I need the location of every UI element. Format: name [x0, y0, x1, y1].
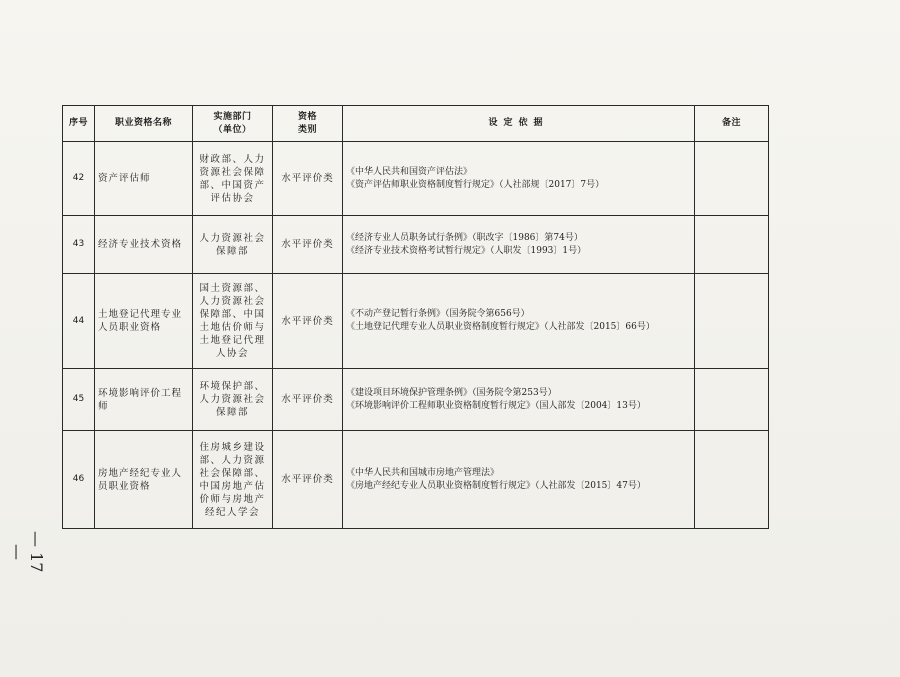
cell-type: 水平评价类 [273, 216, 343, 274]
basis-line: 《不动产登记暂行条例》（国务院令第656号） [346, 309, 530, 319]
cell-dept: 财政部、人力资源社会保障部、中国资产评估协会 [193, 142, 273, 216]
cell-basis [343, 431, 695, 529]
cell-no: 43 [63, 216, 95, 274]
page-number: — 17 — [8, 531, 46, 573]
table-row [63, 431, 769, 529]
cell-type: 水平评价类 [273, 142, 343, 216]
header-type [273, 106, 343, 142]
header-dept [193, 106, 273, 142]
cell-basis [343, 274, 695, 369]
basis-line: 《经济专业技术资格考试暂行规定》（人职发〔1993〕1号） [346, 245, 587, 256]
cell-note [695, 369, 769, 431]
basis-line: 《资产评估师职业资格制度暂行规定》（人社部规〔2017〕7号） [346, 179, 605, 190]
cell-note [695, 142, 769, 216]
table-row [63, 216, 769, 274]
cell-no: 44 [63, 274, 95, 369]
cell-basis [343, 216, 695, 274]
table-row [63, 142, 769, 216]
table-header-row [63, 106, 769, 142]
cell-type: 水平评价类 [273, 274, 343, 369]
basis-line: 《建设项目环境保护管理条例》（国务院令第253号） [346, 387, 557, 398]
cell-name: 土地登记代理专业人员职业资格 [95, 274, 193, 369]
header-type-line1: 资格 [297, 111, 317, 122]
basis-line: 《中华人民共和国资产评估法》 [346, 166, 473, 177]
cell-dept: 国土资源部、人力资源社会保障部、中国土地估价师与土地登记代理人协会 [193, 274, 273, 369]
basis-line: 《经济专业人员职务试行条例》（职改字〔1986〕第74号） [346, 232, 583, 243]
cell-basis [343, 369, 695, 431]
header-dept-line2: （单位） [213, 124, 252, 135]
header-note: 备注 [695, 106, 769, 142]
cell-no: 45 [63, 369, 95, 431]
cell-dept: 环境保护部、人力资源社会保障部 [193, 369, 273, 431]
cell-note [695, 216, 769, 274]
cell-name: 房地产经纪专业人员职业资格 [95, 431, 193, 529]
header-basis: 设定依据 [343, 106, 695, 142]
cell-name: 环境影响评价工程师 [95, 369, 193, 431]
basis-line: 《中华人民共和国城市房地产管理法》 [346, 467, 500, 478]
cell-name: 经济专业技术资格 [95, 216, 193, 274]
cell-note [695, 431, 769, 529]
header-no: 序号 [63, 106, 95, 142]
basis-line: 《土地登记代理专业人员职业资格制度暂行规定》（人社部发〔2015〕66号） [346, 322, 655, 332]
cell-basis [343, 142, 695, 216]
cell-no: 42 [63, 142, 95, 216]
table-row [63, 274, 769, 369]
basis-line: 《环境影响评价工程师职业资格制度暂行规定》（国人部发〔2004〕13号） [346, 400, 646, 411]
cell-note [695, 274, 769, 369]
cell-dept: 人力资源社会保障部 [193, 216, 273, 274]
cell-no: 46 [63, 431, 95, 529]
cell-type: 水平评价类 [273, 431, 343, 529]
cell-type: 水平评价类 [273, 369, 343, 431]
cell-dept: 住房城乡建设部、人力资源社会保障部、中国房地产估价师与房地产经纪人学会 [193, 431, 273, 529]
cell-name: 资产评估师 [95, 142, 193, 216]
header-name: 职业资格名称 [95, 106, 193, 142]
qualification-table [62, 105, 769, 529]
header-dept-line1: 实施部门 [213, 111, 252, 122]
header-type-line2: 类别 [297, 124, 317, 135]
table-row [63, 369, 769, 431]
basis-line: 《房地产经纪专业人员职业资格制度暂行规定》（人社部发〔2015〕47号） [346, 480, 646, 491]
